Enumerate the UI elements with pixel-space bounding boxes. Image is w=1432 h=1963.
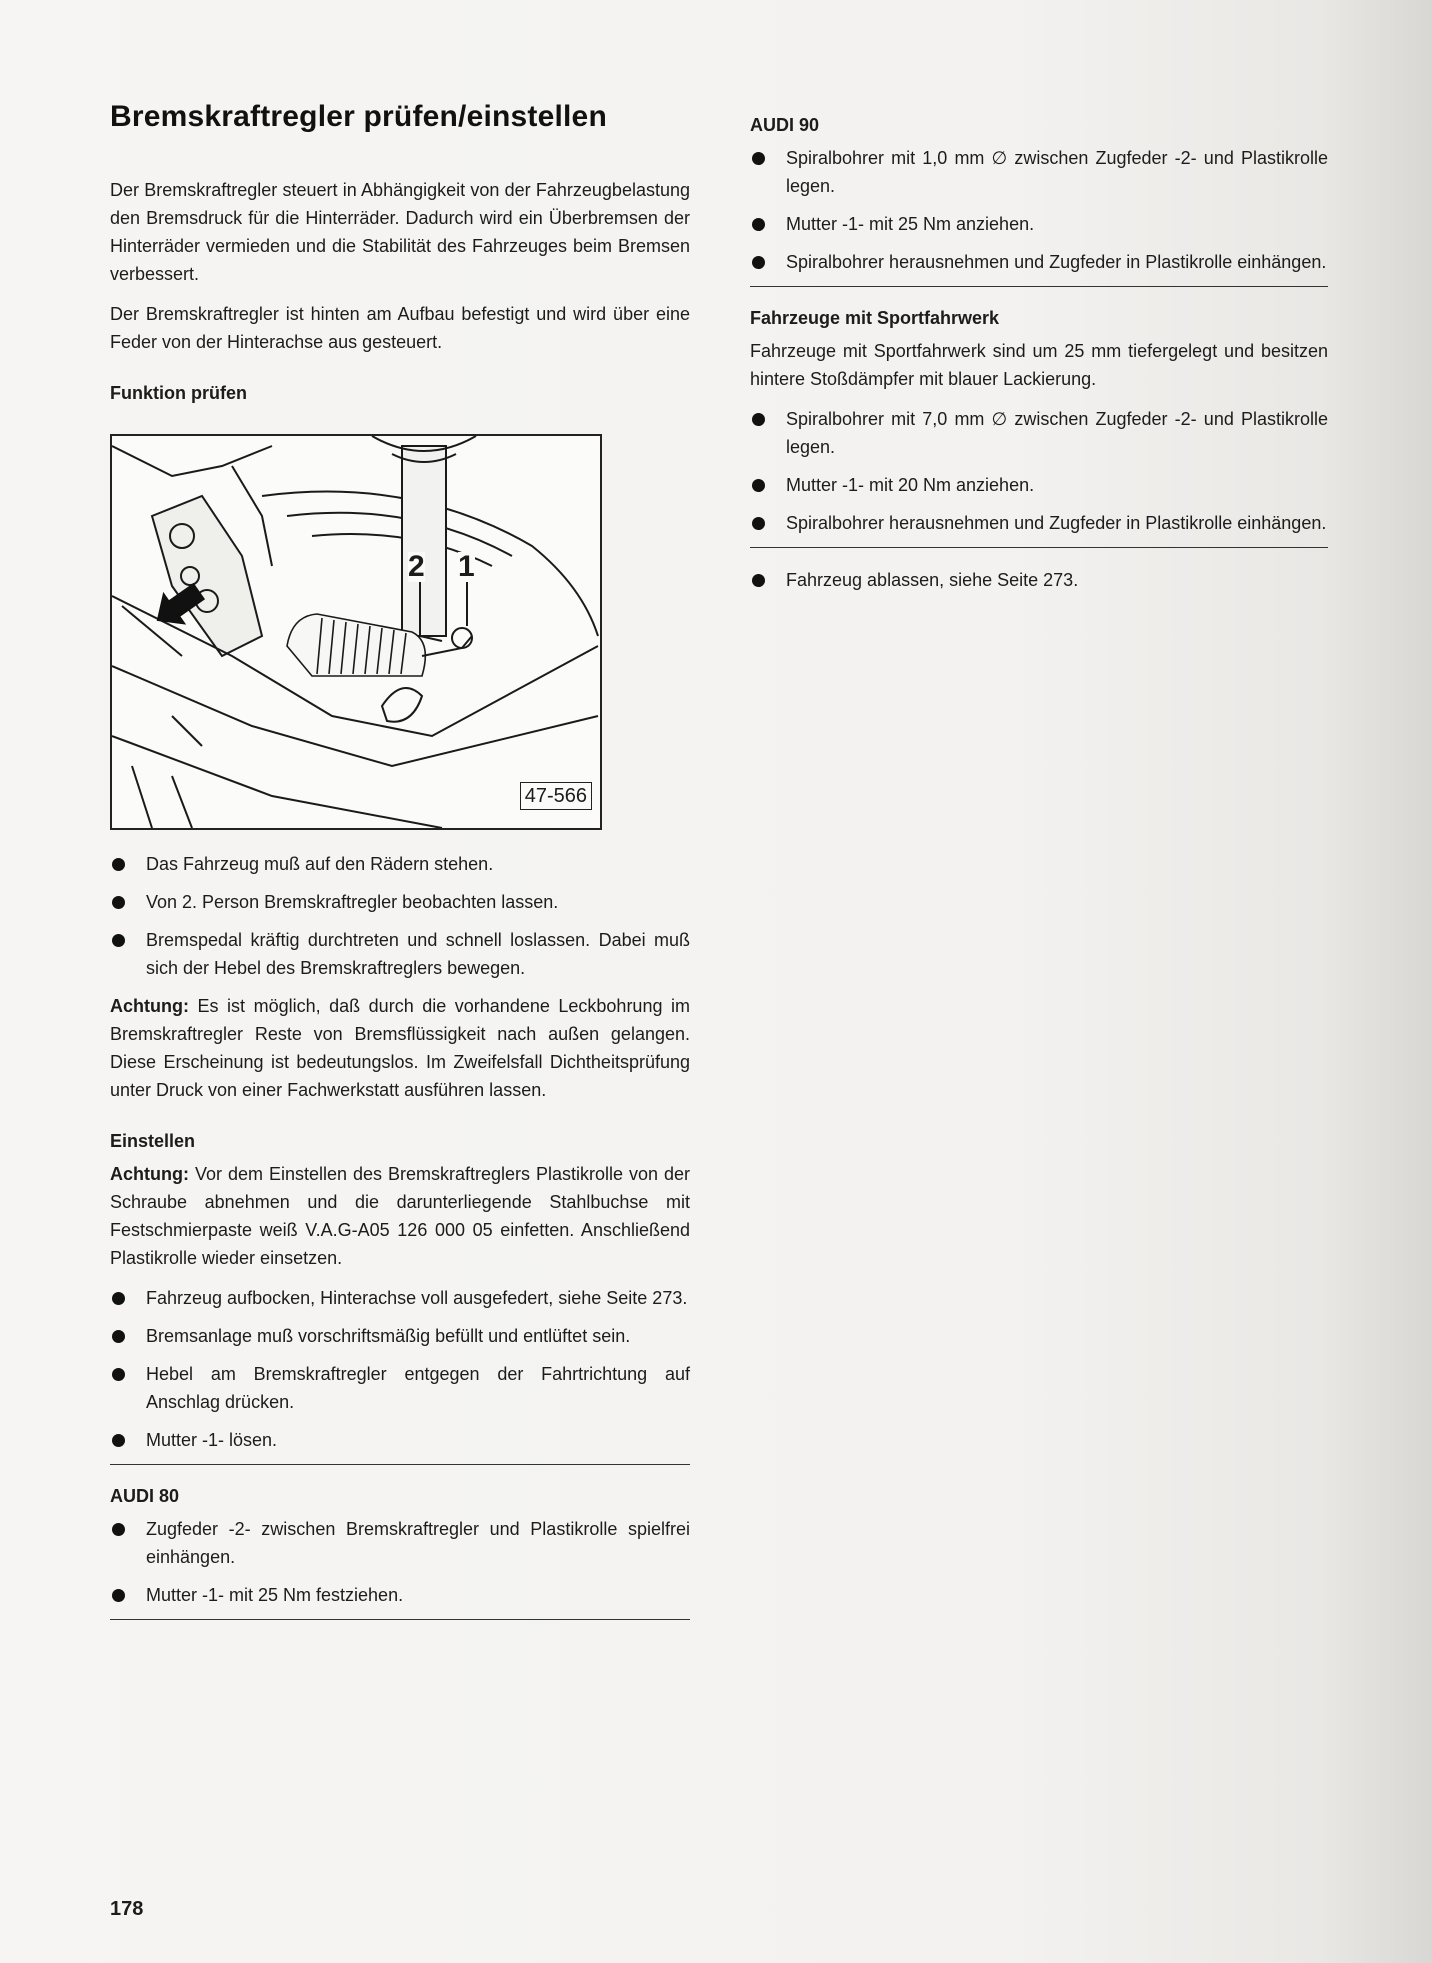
adjust-heading: Einstellen	[110, 1131, 196, 1151]
function-check-list	[110, 850, 690, 982]
section-divider	[750, 286, 1328, 287]
final-list	[750, 566, 1328, 594]
audi80-heading: AUDI 80	[110, 1486, 180, 1506]
list-item: Mutter -1- mit 25 Nm festziehen.	[110, 1581, 690, 1609]
list-item: Von 2. Person Bremskraftregler beobachten lassen.	[110, 888, 690, 916]
list-item: Mutter -1- mit 20 Nm anziehen.	[750, 471, 1328, 499]
bullet-icon	[112, 1292, 125, 1305]
right-column	[750, 112, 1328, 604]
figure-label-1: 1	[458, 550, 475, 583]
audi90-heading: AUDI 90	[750, 115, 820, 135]
bullet-icon	[112, 1589, 125, 1602]
bullet-icon	[112, 1330, 125, 1343]
bullet-icon	[752, 479, 765, 492]
bullet-icon	[752, 218, 765, 231]
list-item: Spiralbohrer mit 7,0 mm ∅ zwischen Zugfeder -2- und Plastikrolle legen.	[750, 405, 1328, 461]
figure-label-2: 2	[408, 550, 425, 583]
bullet-icon	[752, 152, 765, 165]
brake-regulator-figure	[110, 434, 602, 830]
bullet-icon	[752, 517, 765, 530]
list-item: Hebel am Bremskraftregler entgegen der Fahrtrichtung auf Anschlag drücken.	[110, 1360, 690, 1416]
list-item: Spiralbohrer herausnehmen und Zugfeder in Plastikrolle einhängen.	[750, 509, 1328, 537]
bullet-icon	[112, 858, 125, 871]
sport-list	[750, 405, 1328, 537]
brake-regulator-illustration	[112, 436, 600, 828]
bullet-icon	[112, 1434, 125, 1447]
list-item: Mutter -1- lösen.	[110, 1426, 690, 1454]
page-title: Bremskraftregler prüfen/einstellen	[110, 100, 607, 133]
bullet-icon	[752, 413, 765, 426]
intro-paragraph-2: Der Bremskraftregler ist hinten am Aufbau befestigt und wird über eine Feder von der Hinterachse aus gesteuert.	[110, 304, 690, 352]
bullet-icon	[112, 896, 125, 909]
list-item: Bremsanlage muß vorschriftsmäßig befüllt und entlüftet sein.	[110, 1322, 690, 1350]
list-item: Spiralbohrer mit 1,0 mm ∅ zwischen Zugfeder -2- und Plastikrolle legen.	[750, 144, 1328, 200]
section-divider	[110, 1464, 690, 1465]
intro-paragraph-1: Der Bremskraftregler steuert in Abhängigkeit von der Fahrzeugbelastung den Bremsdruck für die Hinterräder. Dadurch wird ein Überbremsen der Hinterräder vermieden und die Stabilität des Fahrzeuges beim Bremsen verbessert.	[110, 180, 690, 284]
left-column	[110, 100, 690, 1638]
bullet-icon	[112, 934, 125, 947]
list-item: Das Fahrzeug muß auf den Rädern stehen.	[110, 850, 690, 878]
list-item: Mutter -1- mit 25 Nm anziehen.	[750, 210, 1328, 238]
section-divider	[110, 1619, 690, 1620]
list-item: Spiralbohrer herausnehmen und Zugfeder in Plastikrolle einhängen.	[750, 248, 1328, 276]
function-check-heading: Funktion prüfen	[110, 383, 247, 403]
audi80-list	[110, 1515, 690, 1609]
list-item: Bremspedal kräftig durchtreten und schnell loslassen. Dabei muß sich der Hebel des Bremskraftreglers bewegen.	[110, 926, 690, 982]
sport-heading: Fahrzeuge mit Sportfahrwerk	[750, 308, 1000, 328]
section-divider	[750, 547, 1328, 548]
bullet-icon	[112, 1368, 125, 1381]
bullet-icon	[752, 256, 765, 269]
audi90-list	[750, 144, 1328, 276]
bullet-icon	[112, 1523, 125, 1536]
function-check-note: Achtung: Es ist möglich, daß durch die vorhandene Leckbohrung im Bremskraftregler Reste von Bremsflüssigkeit nach außen gelangen. Diese Erscheinung ist bedeutungslos. Im Zweifelsfall Dichtheitsprüfung unter Druck von einer Fachwerkstatt ausführen lassen.	[110, 996, 690, 1100]
list-item: Fahrzeug ablassen, siehe Seite 273.	[750, 566, 1328, 594]
adjust-list	[110, 1284, 690, 1454]
bullet-icon	[752, 574, 765, 587]
adjust-note: Achtung: Vor dem Einstellen des Bremskraftreglers Plastikrolle von der Schraube abnehmen und die darunterliegende Stahlbuchse mit Festschmierpaste weiß V.A.G-A05 126 000 05 einfetten. Anschließend Plastikrolle wieder einsetzen.	[110, 1164, 690, 1268]
list-item: Zugfeder -2- zwischen Bremskraftregler und Plastikrolle spielfrei einhängen.	[110, 1515, 690, 1571]
list-item: Fahrzeug aufbocken, Hinterachse voll ausgefedert, siehe Seite 273.	[110, 1284, 690, 1312]
page-number: 178	[110, 1898, 144, 1920]
sport-text: Fahrzeuge mit Sportfahrwerk sind um 25 mm tiefergelegt und besitzen hintere Stoßdämpfer mit blauer Lackierung.	[750, 341, 1328, 389]
figure-code: 47-566	[520, 782, 592, 810]
